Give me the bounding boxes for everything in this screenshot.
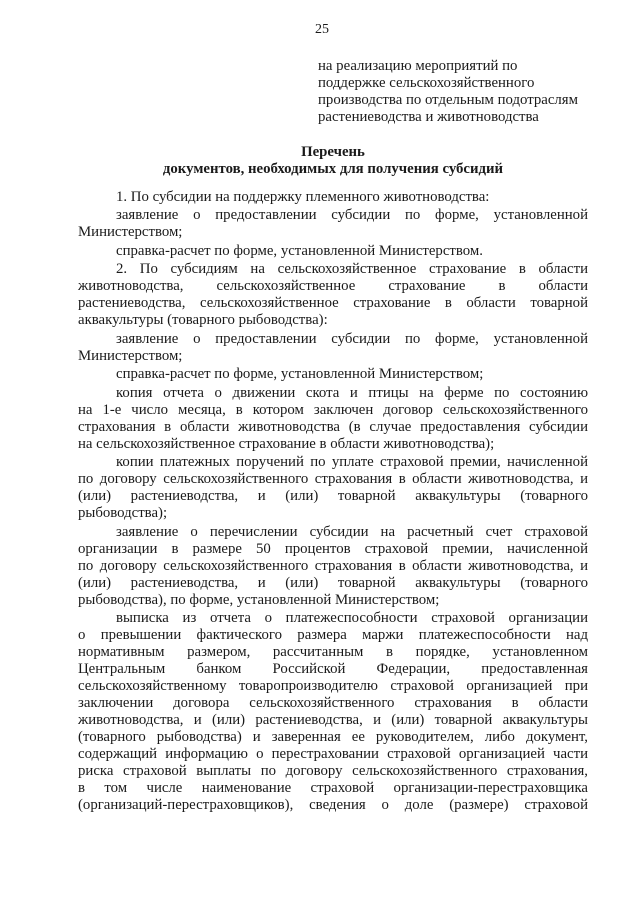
paragraph-line: рыбоводства);	[78, 505, 168, 521]
paragraph-9	[78, 524, 588, 609]
page-number: 25	[315, 22, 329, 37]
paragraph-line: справка-расчет по форме, установленной Министерством.	[116, 242, 483, 259]
paragraph-line: 1. По субсидии на поддержку племенного животноводства:	[116, 188, 490, 205]
paragraph-line: о превышении фактического размера маржи платежеспособности над	[78, 627, 588, 643]
paragraph-line: Центральным банком Российской Федерации, предоставленная	[78, 661, 588, 677]
paragraph-line: 2. По субсидиям на сельскохозяйственное страхование в области	[116, 261, 588, 277]
paragraph-3	[78, 243, 588, 260]
paragraph-line: аквакультуры (товарного рыбоводства):	[78, 312, 328, 328]
paragraph-5	[78, 331, 588, 365]
paragraph-line: в том числе наименование страховой организации-перестраховщика	[78, 780, 588, 796]
paragraph-line: содержащий информацию о перестраховании страховой организацией части	[78, 746, 588, 762]
paragraph-line: копия отчета о движении скота и птицы на ферме по состоянию	[116, 384, 588, 401]
paragraph-line: Министерством;	[78, 224, 183, 240]
title-line: Перечень	[301, 143, 365, 160]
paragraph-2	[78, 207, 588, 241]
paragraph-line: организации в размере 50 процентов страховой премии, начисленной	[78, 540, 588, 557]
paragraph-1	[78, 189, 588, 206]
paragraph-line: заявление о предоставлении субсидии по форме, установленной	[116, 207, 588, 223]
title-subline: документов, необходимых для получения субсидий	[162, 160, 504, 177]
paragraph-line: копии платежных поручений по уплате страховой премии, начисленной	[116, 454, 588, 470]
paragraph-line: на 1-е число месяца, в котором заключен договор сельскохозяйственного	[78, 401, 588, 418]
paragraph-line: растениеводства, сельскохозяйственное страхование в области товарной	[78, 295, 588, 311]
paragraph-line: (организаций-перестраховщиков), сведения о доле (размере) страховой	[78, 797, 588, 813]
document-title	[78, 144, 588, 178]
paragraph-line: (или) растениеводства, и (или) товарной аквакультуры (товарного	[78, 574, 588, 591]
paragraph-line: справка-расчет по форме, установленной Министерством;	[116, 366, 484, 382]
header-note-line: растениеводства и животноводства	[318, 108, 539, 125]
header-note-line: производства по отдельным подотраслям	[318, 91, 578, 108]
paragraph-line: на сельскохозяйственное страхование в области животноводства);	[78, 435, 495, 452]
paragraph-line: рыбоводства), по форме, установленной Министерством;	[78, 591, 440, 608]
document-body	[78, 189, 588, 815]
paragraph-line: сельскохозяйственному товаропроизводителю страховой организацией при	[78, 678, 588, 694]
paragraph-line: Министерством;	[78, 347, 183, 364]
paragraph-line: заявление о перечислении субсидии на расчетный счет страховой	[116, 523, 588, 540]
header-note	[318, 58, 608, 126]
paragraph-line: заявление о предоставлении субсидии по форме, установленной	[116, 330, 588, 347]
paragraph-4	[78, 261, 588, 329]
paragraph-7	[78, 385, 588, 453]
paragraph-line: риска страховой выплаты по договору сельскохозяйственного страхования,	[78, 763, 588, 779]
header-note-line: поддержке сельскохозяйственного	[318, 74, 535, 91]
paragraph-line: по договору сельскохозяйственного страхования в области животноводства, и	[78, 557, 588, 574]
paragraph-line: страхования в области животноводства (в случае предоставления субсидии	[78, 418, 588, 435]
paragraph-8	[78, 454, 588, 522]
paragraph-line: животноводства, сельскохозяйственное страхование в области	[78, 278, 588, 294]
paragraph-line: животноводства, и (или) растениеводства, и (или) товарной аквакультуры	[78, 712, 588, 728]
paragraph-line: заключении договора сельскохозяйственного страхования в области	[78, 695, 588, 711]
paragraph-6	[78, 366, 588, 383]
paragraph-line: по договору сельскохозяйственного страхования в области животноводства, и	[78, 471, 588, 487]
paragraph-line: нормативным размером, рассчитанным в порядке, установленном	[78, 644, 588, 660]
header-note-line: на реализацию мероприятий по	[318, 57, 518, 74]
paragraph-line: (или) растениеводства, и (или) товарной аквакультуры (товарного	[78, 488, 588, 504]
paragraph-line: выписка из отчета о платежеспособности страховой организации	[116, 610, 588, 626]
paragraph-line: (товарного рыбоводства) и заверенная ее руководителем, либо документ,	[78, 729, 588, 745]
paragraph-10	[78, 610, 588, 814]
